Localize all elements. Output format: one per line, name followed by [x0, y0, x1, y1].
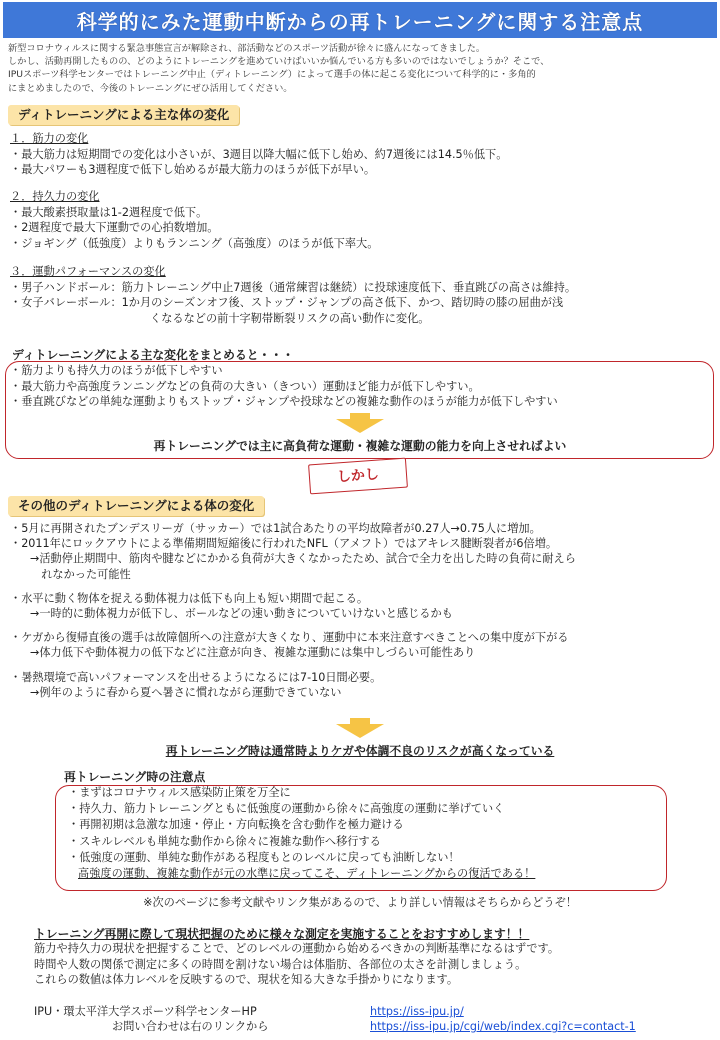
- list-item: ・2011年にロックアウトによる準備期間短縮後に行われたNFL（アメフト）ではアキレス腱断裂者が6倍増。: [10, 537, 558, 551]
- intro-line: にまとめましたので、今後のトレーニングにぜひ活用してください。: [8, 82, 293, 94]
- recommend-line: 筋力や持久力の現状を把握することで、どのレベルの運動から始めるべきかの判断基準になるはずです。: [34, 942, 560, 955]
- list-item: ・女子バレーボール：1か月のシーズンオフ後、ストップ・ジャンプの高さ低下、かつ、踏切時の膝の屈曲が浅: [10, 296, 564, 309]
- list-subitem: →一時的に動体視力が低下し、ボールなどの速い動きについていけないと感じるかも: [30, 607, 453, 621]
- list-subitem: →例年のように春から夏へ暑さに慣れながら運動できていない: [30, 685, 342, 699]
- reference-note: ※次のページに参考文献やリンク集があるので、より詳しい情報はそちらからどうぞ！: [143, 896, 577, 909]
- home-link[interactable]: https://iss-ipu.jp/: [370, 1005, 464, 1018]
- intro-line: IPUスポーツ科学センターではトレーニング中止（ディトレーニング）によって選手の体に起こる変化について科学的に・多角的: [8, 69, 536, 81]
- list-item-continuation: くなるなどの前十字靭帯断裂リスクの高い動作に変化。: [150, 311, 430, 325]
- list-item: ・男子ハンドボール：筋力トレーニング中止7週後（通常練習は継続）に投球速度低下、垂直跳びの高さは維持。: [10, 280, 577, 294]
- muscle-change-block: [10, 131, 710, 178]
- list-item: ・暑熱環境で高いパフォーマンスを出せるようになるには7-10日間必要。: [10, 670, 382, 684]
- muscle-change-title: １．筋力の変化: [10, 132, 89, 145]
- however-callout: しかし: [308, 458, 408, 495]
- intro-paragraph: [8, 42, 714, 95]
- intro-line: 新型コロナウィルスに関する緊急事態宣言が解除され、部活動などのスポーツ活動が徐々に盛んになってきました。: [8, 43, 486, 54]
- caution-heading: 再トレーニング時の注意点: [64, 770, 206, 784]
- section-heading-detraining: ディトレーニングによる主な体の変化: [8, 105, 239, 125]
- summary-heading: ディトレーニングによる主な変化をまとめると・・・: [12, 348, 294, 362]
- endurance-change-block: [10, 189, 710, 251]
- list-item: ・ケガから復帰直後の選手は故障個所への注意が大きくなり、運動中に本来注意すべきことへの集中度が下がる: [10, 631, 569, 645]
- risk-statement: 再トレーニング時は通常時よりケガや体調不良のリスクが高くなっている: [165, 744, 555, 758]
- list-item: ・最大パワーも3週程度で低下し始めるが最大筋力のほうが低下が早い。: [10, 163, 376, 176]
- list-item: ・ジョギング（低強度）よりもランニング（高強度）のほうが低下率大。: [10, 236, 379, 250]
- recommend-line: これらの数値は体力レベルを反映するので、現状を知る大きな手掛かりになります。: [34, 973, 459, 986]
- list-item: ・スキルレベルも単純な動作から徐々に複雑な動作へ移行する: [68, 834, 381, 848]
- list-item: ・筋力よりも持久力のほうが低下しやすい: [10, 364, 223, 377]
- page-title: 科学的にみた運動中断からの再トレーニングに関する注意点: [76, 9, 644, 34]
- down-arrow-icon: [336, 724, 384, 738]
- list-item: ・5月に再開されたブンデスリーガ（サッカー）では1試合あたりの平均故障者が0.27人→0.75人に増加。: [10, 522, 541, 535]
- footer-org: IPU・環太平洋大学スポーツ科学センターHP: [34, 1005, 257, 1018]
- list-item: ・最大筋力は短期間での変化は小さいが、3週目以降大幅に低下し始め、約7週後には14.5％低下。: [10, 147, 508, 161]
- intro-line: しかし、活動再開したものの、どのようにトレーニングを進めていけばいいか悩んでいる方も多いのではないでしょうか？そこで、: [8, 56, 550, 68]
- summary-list: [10, 363, 710, 410]
- list-item: ・2週程度で最大下運動での心拍数増加。: [10, 221, 219, 234]
- footer-contact-label: お問い合わせは右のリンクから: [112, 1020, 269, 1033]
- caution-final: 高強度の運動、複雑な動作が元の水準に戻ってこそ、ディトレーニングからの復活である！: [78, 867, 536, 881]
- endurance-change-title: ２．持久力の変化: [10, 190, 100, 203]
- list-subitem: れなかった可能性: [30, 567, 131, 581]
- recommend-heading: トレーニング再開に際して現状把握のために様々な測定を実施することをおすすめします！！: [34, 927, 530, 941]
- down-arrow-icon: [336, 419, 384, 433]
- contact-link[interactable]: https://iss-ipu.jp/cgi/web/index.cgi?c=contact-1: [370, 1020, 636, 1033]
- list-item: ・水平に動く物体を捉える動体視力は低下も向上も短い期間で起こる。: [10, 591, 369, 605]
- list-item: ・垂直跳びなどの単純な運動よりもストップ・ジャンプや投球などの複雑な動作のほうが能力が低下しやすい: [10, 395, 558, 408]
- list-subitem: →活動停止期間中、筋肉や腱などにかかる負荷が大きくなかったため、試合で全力を出した時の負荷に耐えら: [30, 552, 576, 566]
- performance-change-title: ３．運動パフォーマンスの変化: [10, 265, 166, 278]
- recommend-text: [34, 941, 714, 988]
- list-item: ・低強度の運動、単純な動作がある程度もとのレベルに戻っても油断しない！: [68, 850, 460, 864]
- list-item: ・持久力、筋力トレーニングともに低強度の運動から徐々に高強度の運動に挙げていく: [68, 802, 505, 816]
- other-changes-list: [10, 521, 710, 700]
- list-item: ・まずはコロナウィルス感染防止策を万全に: [68, 786, 291, 799]
- caution-list: [68, 785, 658, 882]
- list-item: ・最大酸素摂取量は1-2週程度で低下。: [10, 205, 208, 219]
- section-heading-other-changes: その他のディトレーニングによる体の変化: [8, 496, 264, 516]
- summary-conclusion: 再トレーニングでは主に高負荷な運動・複雑な運動の能力を向上させればよい: [153, 439, 567, 453]
- performance-change-block: [10, 264, 710, 326]
- recommend-line: 時間や人数の関係で測定に多くの時間を割けない場合は体脂肪、各部位の太さを計測しましょう。: [34, 957, 527, 971]
- title-banner: [3, 2, 717, 38]
- list-item: ・再開初期は急激な加速・停止・方向転換を含む動作を極力避ける: [68, 818, 404, 832]
- list-subitem: →体力低下や動体視力の低下などに注意が向き、複雑な運動には集中しづらい可能性あり: [30, 646, 476, 660]
- list-item: ・最大筋力や高強度ランニングなどの負荷の大きい（きつい）運動ほど能力が低下しやすい。: [10, 379, 480, 393]
